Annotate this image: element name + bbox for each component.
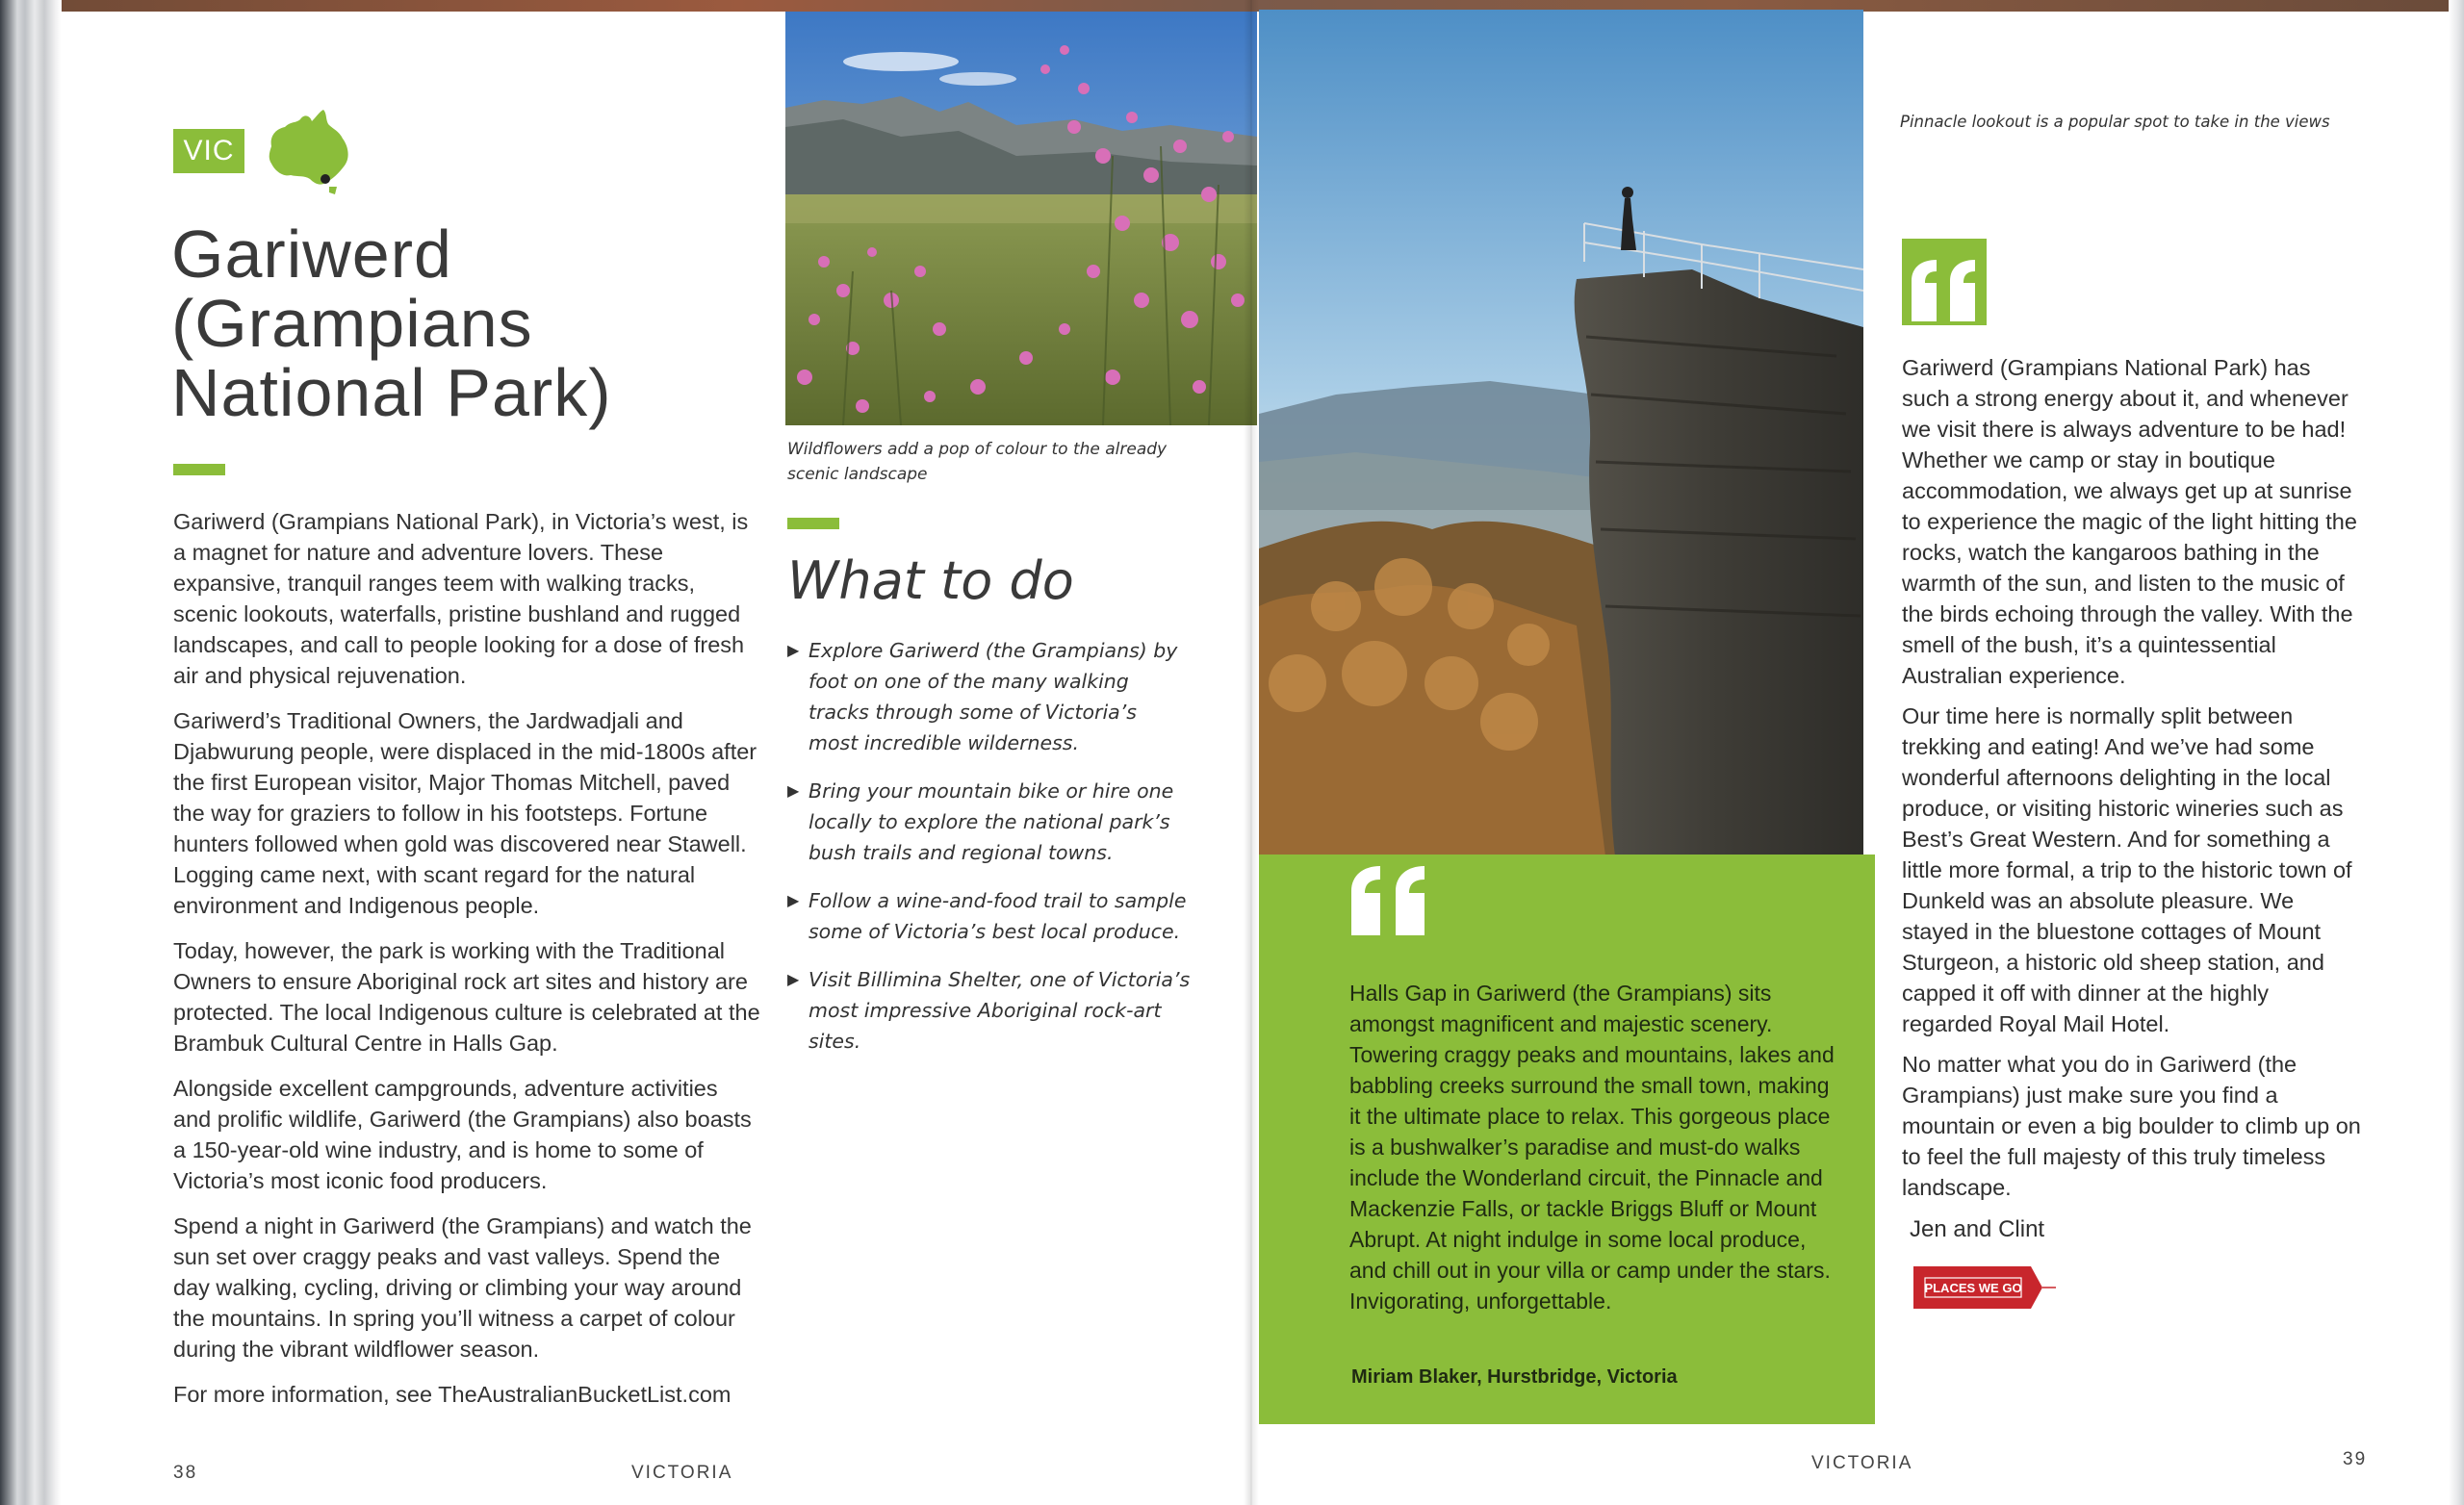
quote-mark-badge	[1902, 239, 1987, 325]
body-paragraph: Gariwerd (Grampians National Park), in Victoria’s west, is a magnet for nature and adventure lovers. These expansive, tranquil ranges teem with walking tracks, scenic lookouts, waterfalls, pristine bushland and rugged landscapes, and call to people looking for a dose of fresh air and physical rejuvenation.	[173, 509, 749, 688]
wildflowers-caption: Wildflowers add a pop of colour to the already scenic landscape	[787, 440, 1168, 484]
body-paragraph: Today, however, the park is working with the Traditional Owners to ensure Aboriginal rock art sites and history are protected. The local Indigenous culture is celebrated at the Brambuk Cultural Centre in Halls Gap.	[173, 938, 760, 1056]
state-badge: VIC	[173, 129, 244, 173]
page-number-left: 38	[173, 1463, 198, 1483]
quote-mark-icon	[1902, 239, 1987, 325]
testimonial-signature: Jen and Clint	[1910, 1216, 2045, 1242]
body-paragraph: Gariwerd’s Traditional Owners, the Jardwadjali and Djabwurung people, were displaced in the mid-1800s after the first European visitor, Major Thomas Mitchell, paved the way for graziers to follow in his footsteps. Fortune hunters followed when gold was discovered near Stawell. Logging came next, with scant regard for the natural environment and Indigenous people.	[173, 708, 757, 918]
title-line: (Grampians	[171, 286, 533, 361]
intro-body	[173, 506, 760, 1424]
title-line: Gariwerd	[171, 217, 452, 292]
list-item	[787, 964, 1192, 1057]
reader-quote-text: Halls Gap in Gariwerd (the Grampians) sits amongst magnificent and majestic scenery. Towering craggy peaks and mountains, lakes and babbling creeks surround the small town, making it the ultimate place to relax. This gorgeous place is a bushwalker’s paradise and must-do walks include the Wonderland circuit, the Pinnacle and Mackenzie Falls, or tackle Briggs Bluff or Mount Abrupt. At night indulge in some local produce, and chill out in your villa or camp under the stars. Invigorating, unforgettable.	[1349, 981, 1835, 1314]
body-paragraph: Our time here is normally split between trekking and eating! And we’ve had some wonderful afternoons delighting in the local produce, or visiting historic wineries such as Best’s Great Western. And for something a little more formal, a trip to the historic town of Dunkeld was an absolute pleasure. We stayed in the bluestone cottages of Mount Sturgeon, a historic old sheep station, and capped it off with dinner at the highly regarded Royal Mail Hotel.	[1902, 703, 2352, 1036]
body-paragraph: Gariwerd (Grampians National Park) has such a strong energy about it, and whenever we visit there is always adventure to be had! Whether we camp or stay in boutique accommodation, we always get up at sunrise to experience the magic of the light hitting the rocks, watch the kangaroos bathing in the warmth of the sun, and listen to the music of the birds echoing through the valley. With the smell of the bush, it’s a quintessential Australian experience.	[1902, 355, 2357, 688]
triangle-bullet-icon: ▶	[787, 970, 800, 988]
list-item-text: Explore Gariwerd (the Grampians) by foot on one of the many walking tracks through some of Victoria’s most incredible wilderness.	[808, 639, 1178, 754]
page-number-right: 39	[2343, 1449, 2368, 1469]
more-info-line: For more information, see TheAustralianBucketList.com	[173, 1382, 732, 1407]
list-item-text: Follow a wine-and-food trail to sample some of Victoria’s best local produce.	[808, 889, 1187, 943]
book-gutter	[1244, 0, 1259, 1505]
body-paragraph: Spend a night in Gariwerd (the Grampians) and watch the sun set over craggy peaks and vast valleys. Spend the day walking, cycling, driving or climbing your way around the mountains. In spring you’ll witness a carpet of colour during the vibrant wildflower season.	[173, 1213, 752, 1362]
section-accent-bar	[787, 518, 839, 529]
places-we-go-logo	[1912, 1264, 2056, 1311]
wildflowers-photo	[785, 12, 1257, 425]
title-accent-bar	[173, 464, 225, 475]
running-head-left: VICTORIA	[631, 1463, 733, 1483]
reader-quote-attribution: Miriam Blaker, Hurstbridge, Victoria	[1351, 1366, 1678, 1388]
list-item-text: Visit Billimina Shelter, one of Victoria’s most impressive Aboriginal rock-art sites.	[808, 968, 1191, 1053]
triangle-bullet-icon: ▶	[787, 891, 800, 909]
body-paragraph: Alongside excellent campgrounds, adventure activities and prolific wildlife, Gariwerd (the Grampians) also boasts a 150-year-old wine industry, and is home to some of Victoria’s most iconic food producers.	[173, 1076, 752, 1193]
australia-map-icon	[262, 108, 354, 196]
page-top-edge	[0, 0, 2464, 12]
list-item	[787, 885, 1192, 947]
list-item-text: Bring your mountain bike or hire one locally to explore the national park’s bush trails and regional towns.	[808, 779, 1174, 864]
svg-text:PLACES WE GO: PLACES WE GO	[1924, 1281, 2022, 1295]
page-title	[171, 217, 710, 430]
body-paragraph: No matter what you do in Gariwerd (the Grampians) just make sure you find a mountain or even a big boulder to climb up on to feel the full majesty of this truly timeless landscape.	[1902, 1052, 2361, 1200]
book-edge-left	[0, 0, 62, 1505]
pinnacle-photo	[1259, 10, 1863, 856]
triangle-bullet-icon: ▶	[787, 781, 800, 800]
what-to-do-list	[787, 635, 1192, 1074]
pinnacle-caption: Pinnacle lookout is a popular spot to take in the views	[1900, 113, 2330, 131]
book-edge-right	[2449, 0, 2464, 1505]
list-item	[787, 635, 1192, 758]
what-to-do-heading: What to do	[787, 550, 1074, 611]
running-head-right: VICTORIA	[1811, 1453, 1913, 1473]
triangle-bullet-icon: ▶	[787, 641, 800, 659]
quote-mark-icon	[1348, 862, 1432, 935]
testimonial-body	[1902, 352, 2364, 1212]
list-item	[787, 776, 1192, 868]
title-line: National Park)	[171, 355, 612, 430]
